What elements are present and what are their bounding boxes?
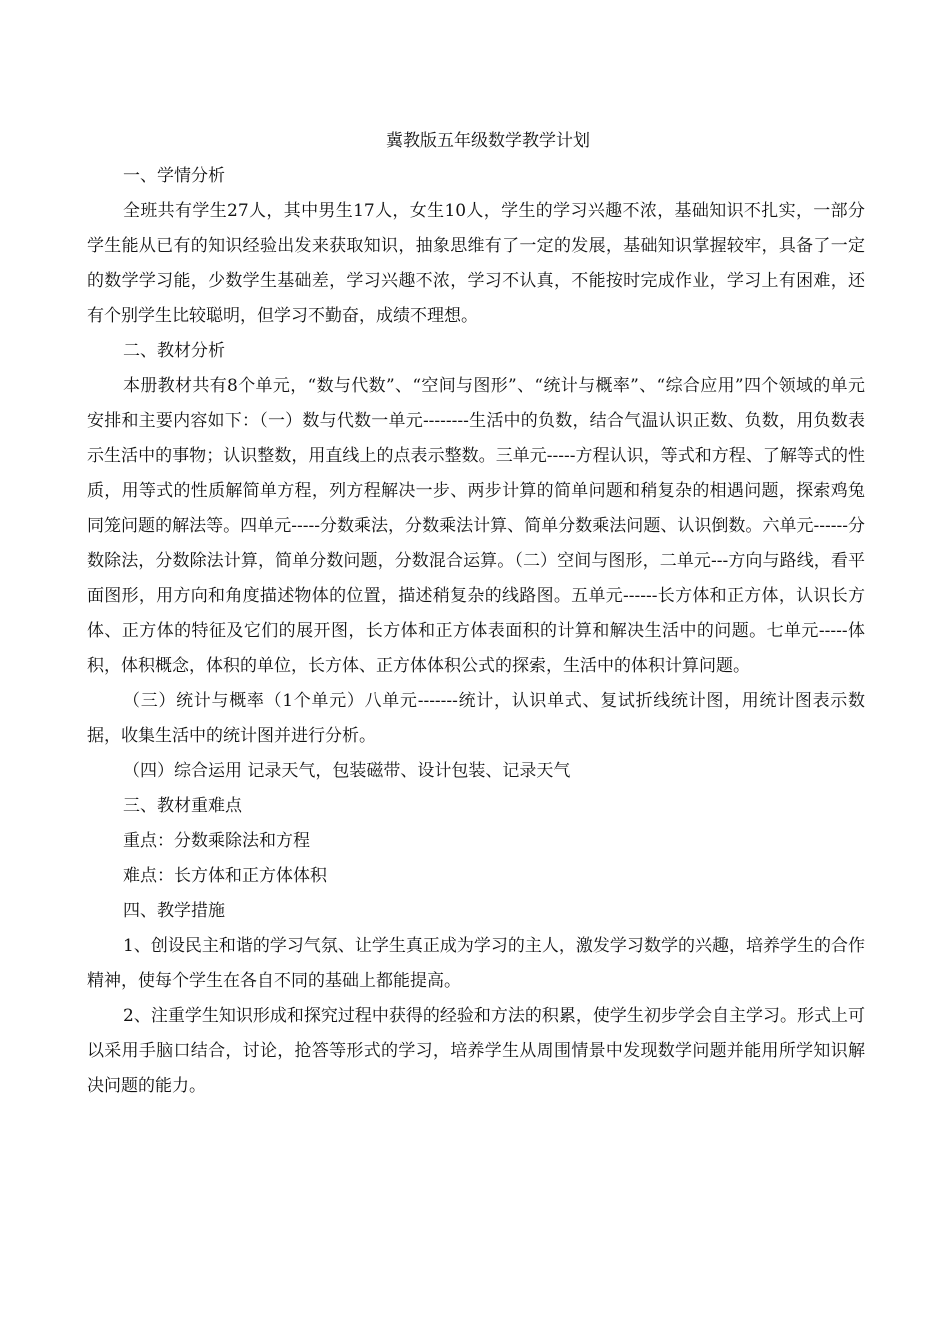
document-title: 冀教版五年级数学教学计划 <box>386 131 590 151</box>
measure-item-2: 2、注重学生知识形成和探究过程中获得的经验和方法的积累，使学生初步学会自主学习。形式上可以采用手脑口结合，讨论，抢答等形式的学习，培养学生从周围情景中发现数学问题并能用所学知识解决问题的能力。 <box>87 1006 865 1096</box>
paragraph-textbook-units: 本册教材共有8个单元，“数与代数”、“空间与图形”、“统计与概率”、“综合应用”四个领域的单元安排和主要内容如下：（一）数与代数一单元--------生活中的负数，结合气温认识正数、负数，用负数表示生活中的事物；认识整数，用直线上的点表示整数。三单元-----方程认识，等式和方程、了解等式的性质，用等式的性质解简单方程，列方程解决一步、两步计算的简单问题和稍复杂的相遇问题，探索鸡兔同笼问题的解法等。四单元-----分数乘法，分数乘法计算、简单分数乘法问题、认识倒数。六单元------分数除法，分数除法计算，简单分数问题，分数混合运算。（二）空间与图形，二单元---方向与路线，看平面图形，用方向和角度描述物体的位置，描述稍复杂的线路图。五单元------长方体和正方体，认识长方体、正方体的特征及它们的展开图，长方体和正方体表面积的计算和解决生活中的问题。七单元-----体积，体积概念，体积的单位，长方体、正方体体积公式的探索，生活中的体积计算问题。 <box>87 376 865 676</box>
measure-item-1: 1、创设民主和谐的学习气氛、让学生真正成为学习的主人，激发学习数学的兴趣，培养学生的合作精神，使每个学生在各自不同的基础上都能提高。 <box>87 936 865 991</box>
paragraph-statistics-unit: （三）统计与概率（1个单元）八单元-------统计，认识单式、复试折线统计图，用统计图表示数据，收集生活中的统计图并进行分析。 <box>87 691 865 746</box>
section-heading-textbook-analysis: 二、教材分析 <box>123 341 225 361</box>
section-heading-key-points: 三、教材重难点 <box>123 796 242 816</box>
paragraph-comprehensive-use: （四）综合运用 记录天气，包装磁带、设计包装、记录天气 <box>123 761 571 781</box>
section-heading-student-analysis: 一、学情分析 <box>123 166 225 186</box>
section-heading-teaching-measures: 四、教学措施 <box>123 901 225 921</box>
key-point-line: 重点：分数乘除法和方程 <box>123 831 310 851</box>
difficult-point-line: 难点：长方体和正方体体积 <box>123 866 327 886</box>
document-page <box>87 124 865 1104</box>
paragraph-student-analysis: 全班共有学生27人，其中男生17人，女生10人，学生的学习兴趣不浓，基础知识不扎实，一部分学生能从已有的知识经验出发来获取知识，抽象思维有了一定的发展，基础知识掌握较牢，具备了一定的数学学习能，少数学生基础差，学习兴趣不浓，学习不认真，不能按时完成作业，学习上有困难，还有个别学生比较聪明，但学习不勤奋，成绩不理想。 <box>87 201 865 326</box>
